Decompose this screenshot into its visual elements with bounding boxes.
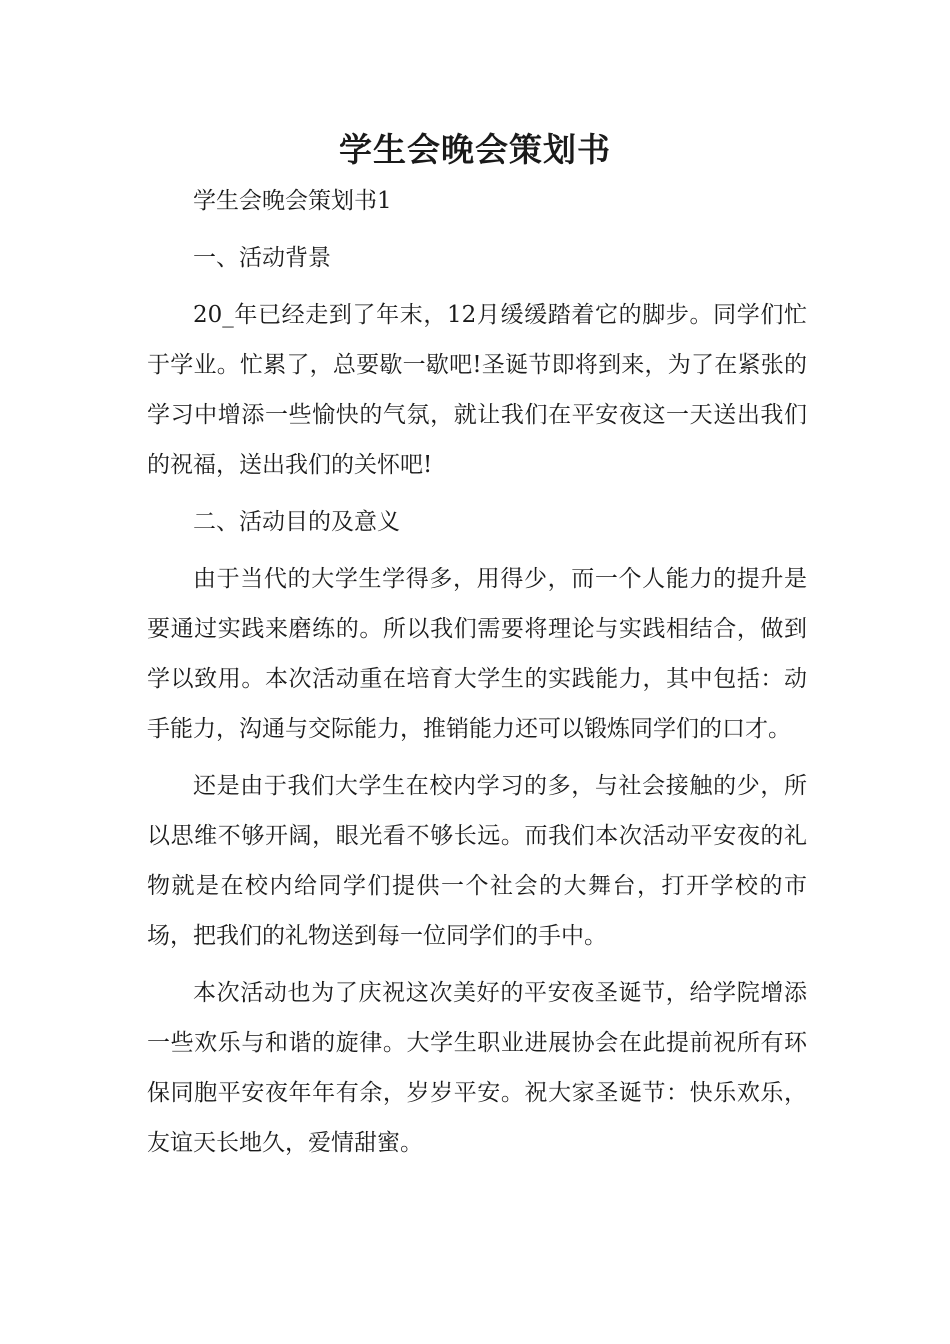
subtitle-paragraph: 学生会晚会策划书1 xyxy=(193,188,392,214)
document-title: 学生会晚会策划书 xyxy=(339,130,611,169)
paragraph-purpose-2: 还是由于我们大学生在校内学习的多，与社会接触的少，所以思维不够开阔，眼光看不够长远。而我们本次活动平安夜的礼物就是在校内给同学们提供一个社会的大舞台，打开学校的市场，把我们的礼物送到每一位同学们的手中。 xyxy=(147,773,807,949)
section-heading-purpose: 二、活动目的及意义 xyxy=(193,509,400,535)
document-body xyxy=(147,176,807,1175)
section-heading-background: 一、活动背景 xyxy=(193,245,331,271)
paragraph-purpose-3: 本次活动也为了庆祝这次美好的平安夜圣诞节，给学院增添一些欢乐与和谐的旋律。大学生职业进展协会在此提前祝所有环保同胞平安夜年年有余，岁岁平安。祝大家圣诞节：快乐欢乐，友谊天长地久，爱情甜蜜。 xyxy=(147,980,807,1156)
paragraph-purpose-1: 由于当代的大学生学得多，用得少，而一个人能力的提升是要通过实践来磨练的。所以我们需要将理论与实践相结合，做到学以致用。本次活动重在培育大学生的实践能力，其中包括：动手能力，沟通与交际能力，推销能力还可以锻炼同学们的口才。 xyxy=(147,566,807,742)
paragraph-background: 20_年已经走到了年末，12月缓缓踏着它的脚步。同学们忙于学业。忙累了，总要歇一歇吧!圣诞节即将到来，为了在紧张的学习中增添一些愉快的气氛，就让我们在平安夜这一天送出我们的祝福，送出我们的关怀吧! xyxy=(147,302,807,478)
